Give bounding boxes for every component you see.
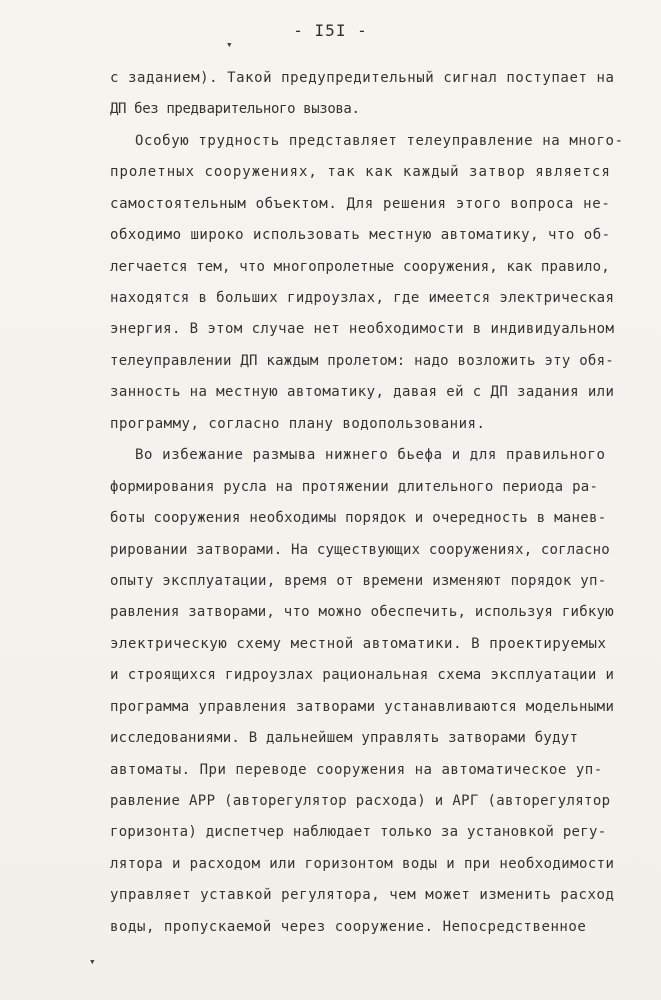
text-line: лятора и расходом или горизонтом воды и при необходимости bbox=[110, 856, 615, 872]
text-line: рировании затворами. На существующих сооружениях, согласно bbox=[110, 542, 610, 558]
text-line: Во избежание размыва нижнего бьефа и для правильного bbox=[135, 447, 606, 463]
text-line: с заданием). Такой предупредительный сигнал поступает на bbox=[110, 70, 615, 86]
text-line: ДП без предварительного вызова. bbox=[110, 101, 360, 117]
text-line: обходимо широко использовать местную автоматику, что об- bbox=[110, 227, 611, 243]
text-line: легчается тем, что многопролетные сооружения, как правило, bbox=[110, 259, 610, 275]
text-line: боты сооружения необходимы порядок и очередность в манев- bbox=[110, 510, 607, 526]
text-line: энергия. В этом случае нет необходимости в индивидуальном bbox=[110, 321, 615, 337]
text-line: самостоятельным объектом. Для решения этого вопроса не- bbox=[110, 196, 611, 212]
text-line: равления затворами, что можно обеспечить, используя гибкую bbox=[110, 604, 614, 620]
text-line: электрическую схему местной автоматики. В проектируемых bbox=[110, 636, 607, 652]
text-line: горизонта) диспетчер наблюдает только за установкой регу- bbox=[110, 824, 607, 840]
text-line: пролетных сооружениях, так как каждый затвор является bbox=[110, 164, 611, 180]
text-line: программа управления затворами устанавливаются модельными bbox=[110, 699, 615, 715]
ink-mark: ▾ bbox=[226, 38, 233, 51]
text-line: телеуправлении ДП каждым пролетом: надо возложить эту обя- bbox=[110, 353, 614, 369]
text-line: формирования русла на протяжении длительного периода ра- bbox=[110, 479, 599, 495]
text-line: программу, согласно плану водопользования. bbox=[110, 416, 486, 432]
ink-mark: ▾ bbox=[89, 955, 96, 968]
text-line: Особую трудность представляет телеуправление на много- bbox=[135, 133, 624, 149]
text-line: воды, пропускаемой через сооружение. Непосредственное bbox=[110, 919, 587, 935]
text-line: опыту эксплуатации, время от времени изменяют порядок уп- bbox=[110, 573, 607, 589]
text-line: управляет уставкой регулятора, чем может изменить расход bbox=[110, 887, 615, 903]
text-line: исследованиями. В дальнейшем управлять затворами будут bbox=[110, 730, 579, 746]
text-line: равление АРР (авторегулятор расхода) и АРГ (авторегулятор bbox=[110, 793, 611, 809]
text-line: автоматы. При переводе сооружения на автоматическое уп- bbox=[110, 762, 603, 778]
page-number: - I5I - bbox=[293, 21, 368, 40]
text-line: занность на местную автоматику, давая ей с ДП задания или bbox=[110, 384, 615, 400]
text-line: находятся в больших гидроузлах, где имеется электрическая bbox=[110, 290, 615, 306]
text-line: и строящихся гидроузлах рациональная схема эксплуатации и bbox=[110, 667, 615, 683]
